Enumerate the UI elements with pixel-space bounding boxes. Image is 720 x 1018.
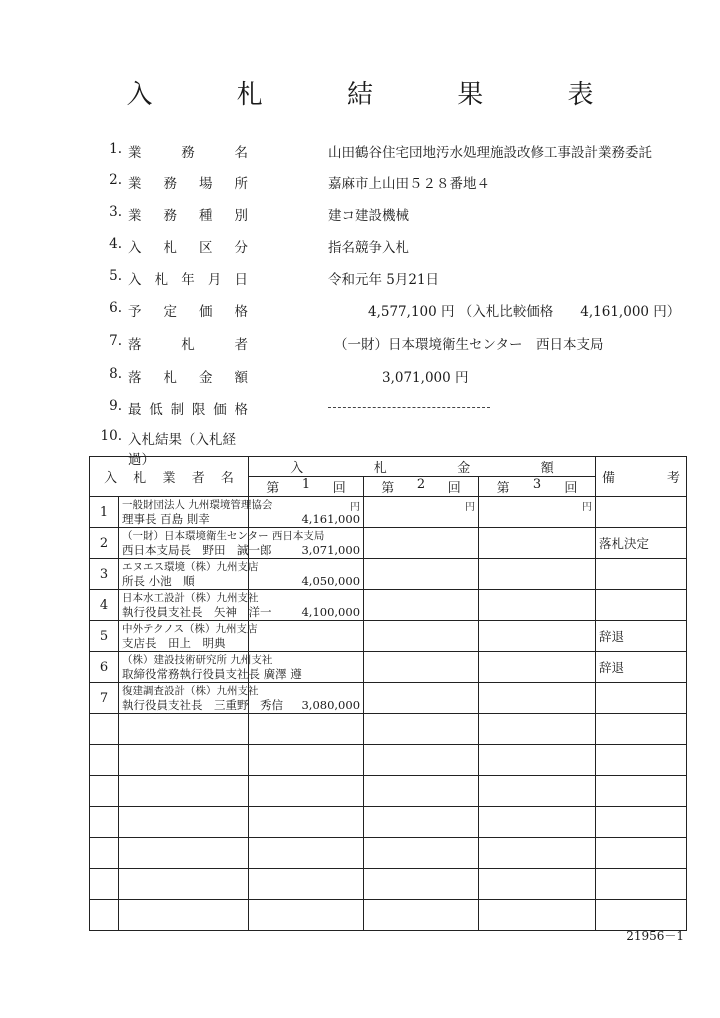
empty-cell (596, 900, 687, 931)
amount-header (249, 457, 596, 477)
empty-cell (90, 869, 119, 900)
info-label-char: 入 (128, 240, 142, 256)
round1-amount (249, 559, 364, 590)
empty-cell (596, 869, 687, 900)
table-row (90, 528, 687, 559)
empty-cell (249, 900, 364, 931)
info-label-char: 務 (181, 145, 195, 161)
info-label-char: 年 (181, 272, 195, 288)
info-label-char: 場 (199, 176, 213, 192)
empty-cell (90, 807, 119, 838)
empty-cell (119, 838, 249, 869)
bidder-name (119, 621, 258, 652)
amount-value: 3,080,000 (301, 698, 361, 712)
round3-amount (479, 683, 596, 714)
empty-cell (596, 714, 687, 745)
empty-cell (119, 807, 249, 838)
info-row (0, 398, 720, 422)
info-label-char: 業 (128, 145, 142, 161)
table-row (90, 683, 687, 714)
remarks: 辞退 (596, 621, 687, 652)
header-char: 第 (266, 481, 280, 496)
info-row (0, 366, 720, 390)
remarks (596, 590, 687, 621)
empty-cell (119, 745, 249, 776)
info-value: （一財）日本環境衛生センター 西日本支局 (334, 337, 604, 353)
empty-cell (479, 838, 596, 869)
header-char: 回 (447, 481, 461, 496)
info-row (0, 141, 720, 165)
info-label-char: 札 (181, 337, 195, 353)
round1-header (249, 477, 364, 497)
info-row (0, 236, 720, 260)
info-label-char: 分 (234, 240, 248, 256)
empty-cell (249, 714, 364, 745)
info-label-char: 額 (234, 370, 248, 386)
empty-cell (249, 776, 364, 807)
row-number: 3 (90, 559, 119, 590)
header-char: 札 (133, 471, 147, 486)
header-char: 者 (191, 471, 205, 486)
bidder-name (119, 559, 259, 590)
empty-cell (479, 900, 596, 931)
bidder-representative: 所長 小池 順 (122, 574, 195, 588)
info-label-char: 予 (128, 304, 142, 320)
info-label-char: 日 (234, 272, 248, 288)
info-label-char: 落 (128, 370, 142, 386)
info-number: 7. (109, 333, 122, 349)
info-label-char: 価 (213, 402, 227, 418)
info-number: 1. (109, 141, 122, 157)
header-char: 第 (381, 481, 395, 496)
empty-cell (90, 776, 119, 807)
amount-value: 4,100,000 (301, 605, 361, 619)
remarks (596, 497, 687, 528)
bidder-name (119, 590, 272, 621)
info-row (0, 300, 720, 324)
info-row (0, 172, 720, 196)
bidder-company: 中外テクノス（株）九州支店 (122, 623, 258, 635)
header-char: 業 (162, 471, 176, 486)
table-row (90, 621, 687, 652)
info-label-char: 限 (191, 402, 206, 418)
info-row (0, 333, 720, 357)
info-label-char: 種 (199, 208, 213, 224)
remarks: 辞退 (596, 652, 687, 683)
empty-cell (479, 714, 596, 745)
info-label (128, 333, 248, 353)
round3-amount (479, 621, 596, 652)
round2-amount (364, 621, 479, 652)
round3-amount (479, 497, 596, 528)
round3-header (479, 477, 596, 497)
empty-row (90, 714, 687, 745)
remarks (596, 683, 687, 714)
bidder-representative: 支店長 田上 明典 (122, 636, 226, 650)
info-label-char: 最 (128, 402, 142, 418)
info-number: 10. (100, 428, 122, 444)
info-label (128, 300, 248, 320)
row-number: 7 (90, 683, 119, 714)
note-header-1: 備 (602, 471, 616, 486)
info-label-char: 札 (163, 240, 177, 256)
bidder-representative: 理事長 百島 則幸 (122, 512, 210, 526)
info-label-char: 務 (163, 208, 177, 224)
yen-unit: 円 (465, 502, 476, 513)
empty-cell (596, 838, 687, 869)
round1-amount (249, 590, 364, 621)
info-value: 3,071,000 円 (382, 370, 469, 386)
info-value: 山田鶴谷住宅団地汚水処理施設改修工事設計業務委託 (328, 145, 652, 161)
empty-row (90, 869, 687, 900)
empty-cell (479, 776, 596, 807)
header-char: 回 (332, 481, 346, 496)
row-number: 6 (90, 652, 119, 683)
round2-amount (364, 528, 479, 559)
empty-row (90, 838, 687, 869)
info-value: 令和元年 5月21日 (328, 272, 440, 288)
round2-amount (364, 652, 479, 683)
note-header (596, 457, 687, 497)
empty-cell (364, 714, 479, 745)
info-row (0, 428, 720, 468)
round1-amount (249, 621, 364, 652)
table-row (90, 559, 687, 590)
info-label (128, 366, 248, 386)
empty-cell (90, 838, 119, 869)
round2-amount (364, 497, 479, 528)
empty-cell (479, 807, 596, 838)
info-label (128, 172, 248, 192)
row-number: 2 (90, 528, 119, 559)
info-label-char: 金 (199, 370, 213, 386)
info-value: 指名競争入札 (328, 240, 409, 256)
empty-cell (479, 745, 596, 776)
round3-amount (479, 528, 596, 559)
info-value: 嘉麻市上山田５２８番地４ (328, 176, 490, 192)
round3-amount (479, 559, 596, 590)
info-label (128, 236, 248, 256)
empty-cell (249, 745, 364, 776)
empty-cell (364, 776, 479, 807)
header-char: 入 (290, 461, 304, 476)
empty-cell (90, 745, 119, 776)
info-value: 建コ建設機械 (328, 208, 409, 224)
bidder-name (119, 683, 283, 714)
amount-value: 4,161,000 (301, 512, 361, 526)
info-label-char: 業 (128, 208, 142, 224)
table-row (90, 497, 687, 528)
bidder-company: 日本水工設計（株）九州支社 (122, 592, 259, 604)
header-char: 1 (301, 477, 311, 492)
bidder-representative: 執行役員支社長 三重野 秀信 (122, 698, 283, 712)
empty-cell (119, 714, 249, 745)
info-value: 4,577,100 円 （入札比較価格 4,161,000 円） (368, 304, 681, 320)
empty-cell (596, 745, 687, 776)
empty-row (90, 900, 687, 931)
info-label-char: 所 (234, 176, 248, 192)
empty-cell (364, 838, 479, 869)
round1-amount (249, 683, 364, 714)
info-label (128, 398, 248, 418)
bidder-representative: 西日本支局長 野田 誠一郎 (122, 543, 272, 557)
header-char: 2 (416, 477, 426, 492)
info-number: 4. (109, 236, 122, 252)
empty-row (90, 807, 687, 838)
info-row (0, 204, 720, 228)
bidder-representative: 取締役常務執行役員支社長 廣澤 遵 (122, 667, 302, 681)
info-label-char: 業 (128, 176, 142, 192)
table-row (90, 590, 687, 621)
info-number: 5. (109, 268, 122, 284)
blank-dashed-line (328, 407, 490, 408)
info-number: 3. (109, 204, 122, 220)
info-label-char: 名 (234, 145, 248, 161)
bidder-name (119, 652, 302, 683)
empty-cell (249, 869, 364, 900)
info-label-char: 格 (234, 304, 248, 320)
amount-value: 3,071,000 (301, 543, 361, 557)
empty-cell (364, 745, 479, 776)
bidder-company: 復建調査設計（株）九州支社 (122, 685, 259, 697)
row-number: 5 (90, 621, 119, 652)
info-label-char: 入 (128, 272, 142, 288)
info-label-char: 務 (163, 176, 177, 192)
empty-cell (119, 776, 249, 807)
round3-amount (479, 652, 596, 683)
row-number: 1 (90, 497, 119, 528)
header-char: 札 (373, 461, 387, 476)
bidder-company: （株）建設技術研究所 九州支社 (122, 654, 273, 666)
amount-value: 4,050,000 (301, 574, 361, 588)
header-char: 金 (457, 461, 471, 476)
bidder-company: エヌエス環境（株）九州支店 (122, 561, 259, 573)
empty-cell (364, 807, 479, 838)
info-label-char: 価 (199, 304, 213, 320)
bidder-header (90, 457, 249, 497)
round3-amount (479, 590, 596, 621)
info-row (0, 268, 720, 292)
empty-cell (249, 838, 364, 869)
empty-row (90, 745, 687, 776)
yen-unit: 円 (350, 502, 361, 513)
info-label-char: 札 (163, 370, 177, 386)
header-char: 第 (496, 481, 510, 496)
info-label-char: 制 (170, 402, 185, 418)
empty-cell (596, 776, 687, 807)
empty-cell (90, 714, 119, 745)
header-char: 入 (104, 471, 118, 486)
empty-cell (479, 869, 596, 900)
info-number: 2. (109, 172, 122, 188)
info-number: 6. (109, 300, 122, 316)
info-label (128, 268, 248, 288)
bidder-company: 一般財団法人 九州環境管理協会 (122, 499, 273, 511)
info-label-char: 別 (234, 208, 248, 224)
info-label (128, 204, 248, 224)
round2-header (364, 477, 479, 497)
info-label-char: 落 (128, 337, 142, 353)
header-char: 回 (564, 481, 578, 496)
info-label-char: 低 (149, 402, 163, 418)
row-number: 4 (90, 590, 119, 621)
empty-cell (364, 869, 479, 900)
bid-results-table (89, 456, 687, 931)
remarks: 落札決定 (596, 528, 687, 559)
bidder-name (119, 497, 273, 528)
round1-amount (249, 528, 364, 559)
empty-cell (596, 807, 687, 838)
info-label-char: 格 (234, 402, 248, 418)
info-number: 9. (109, 398, 122, 414)
info-label-char: 区 (199, 240, 213, 256)
round2-amount (364, 590, 479, 621)
empty-cell (364, 900, 479, 931)
document-title: 入 札 結 果 表 (126, 80, 632, 110)
header-char: 名 (220, 471, 234, 486)
empty-cell (119, 900, 249, 931)
round2-amount (364, 559, 479, 590)
bidder-company: （一財）日本環境衛生センター 西日本支局 (122, 530, 325, 542)
info-label-char: 定 (163, 304, 177, 320)
info-label (128, 141, 248, 161)
empty-cell (119, 869, 249, 900)
empty-row (90, 776, 687, 807)
yen-unit: 円 (582, 502, 593, 513)
info-label-char: 者 (234, 337, 248, 353)
empty-cell (249, 807, 364, 838)
info-label-char: 入札結果（入札経過） (128, 432, 236, 468)
bidder-name (119, 528, 325, 559)
bidder-representative: 執行役員支社長 矢神 洋一 (122, 605, 272, 619)
header-char: 額 (540, 461, 554, 476)
note-header-2: 考 (667, 471, 681, 486)
header-char: 3 (532, 477, 542, 492)
round1-amount (249, 652, 364, 683)
info-label-char: 札 (154, 272, 169, 288)
empty-cell (90, 900, 119, 931)
info-number: 8. (109, 366, 122, 382)
table-row (90, 652, 687, 683)
info-label-char: 月 (207, 272, 222, 288)
round2-amount (364, 683, 479, 714)
page-number: 21956－1 (626, 929, 684, 943)
remarks (596, 559, 687, 590)
round1-amount (249, 497, 364, 528)
